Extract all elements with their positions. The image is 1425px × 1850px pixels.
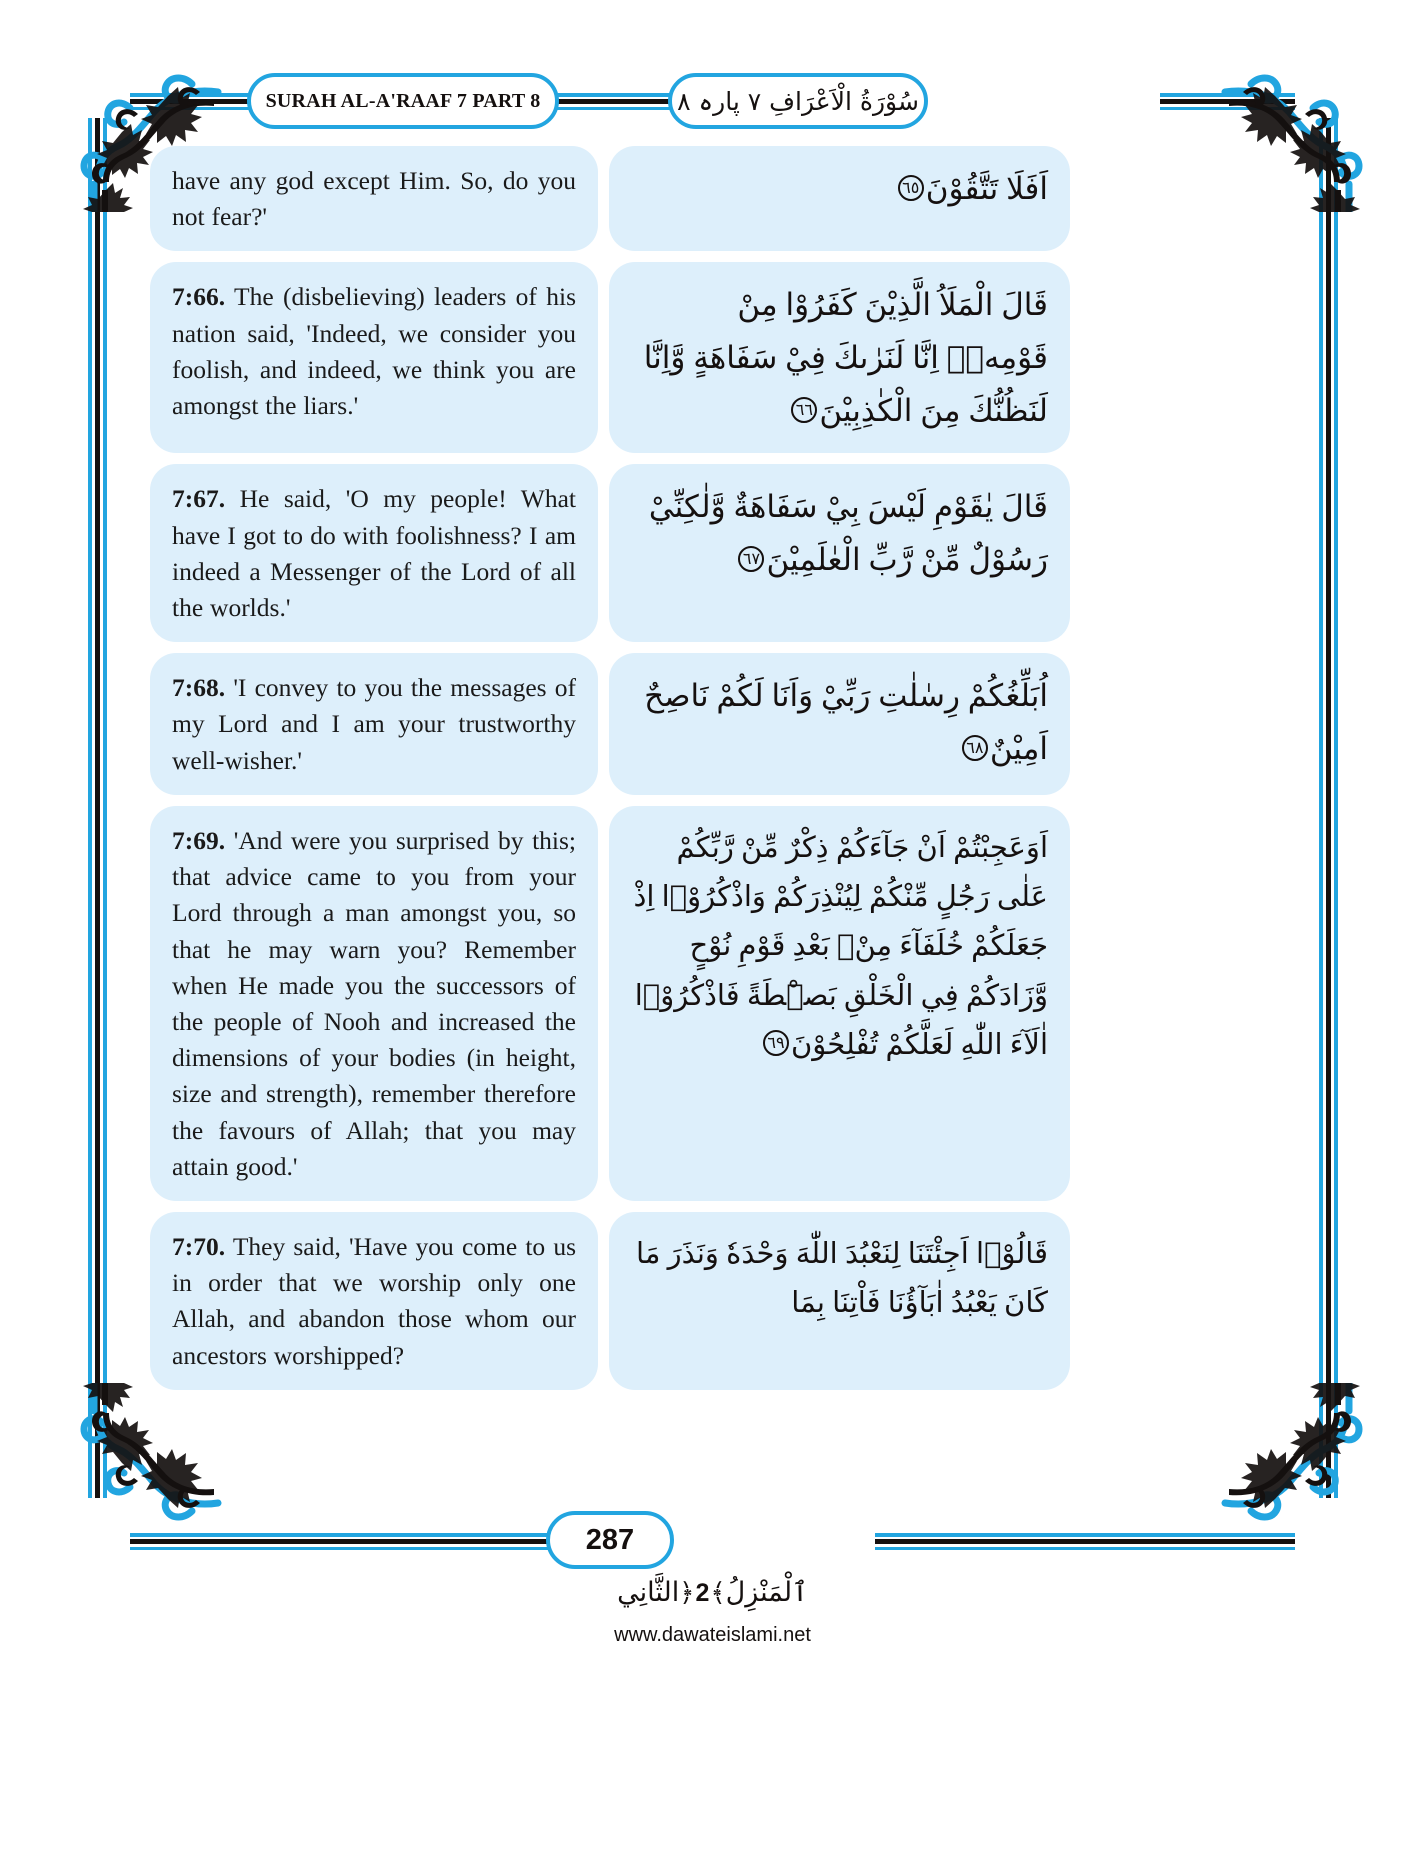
footer-rule-left: [130, 1533, 550, 1549]
verse-arabic-cell: [609, 146, 1070, 251]
verse-number-english: 7:69.: [172, 825, 226, 855]
manzil-label: [0, 1578, 1425, 1608]
verse-english-text: [172, 670, 576, 779]
verse-english-body: He said, 'O my people! What have I got to do with foolishness? I am indeed a Messenger of the Lord of all the worlds.': [172, 484, 576, 623]
page-number: 287: [585, 1523, 635, 1556]
corner-ornament-top-left: [72, 62, 222, 217]
verse-number-english: 7:70.: [172, 1231, 226, 1261]
verse-arabic-text: [631, 481, 1048, 586]
surah-title-english: SURAH AL-A'RAAF 7 PART 8: [265, 89, 541, 112]
verse-english-cell: [150, 1212, 598, 1390]
manzil-brace-close: ﴿: [679, 1578, 695, 1608]
verse-arabic-cell: [609, 806, 1070, 1201]
surah-title-box-arabic: [668, 73, 928, 129]
verse-english-cell: [150, 806, 598, 1201]
verse-list: [150, 146, 1270, 1401]
verse-english-body: The (disbelieving) leaders of his nation said, 'Indeed, we consider you foolish, and indeed, we think you are amongst the liars.': [172, 282, 577, 421]
ayah-marker: ٦٧: [738, 546, 764, 572]
surah-title-box-english: [247, 73, 559, 129]
header-rule-middle: [556, 93, 671, 109]
verse-english-text: [172, 1229, 576, 1374]
verse-arabic-cell: [609, 653, 1070, 795]
page-number-box: [546, 1511, 674, 1569]
verse-number-english: 7:67.: [172, 484, 226, 514]
corner-ornament-bottom-right: [1221, 1378, 1371, 1533]
ayah-marker: ٦٨: [962, 735, 988, 761]
verse-arabic-text: [631, 823, 1048, 1069]
verse-arabic-text: [631, 163, 1048, 216]
verse-english-cell: [150, 262, 598, 453]
verse-number-english: 7:66.: [172, 282, 226, 312]
verse-arabic-body: قَالُوْۤا اَجِئْتَنَا لِنَعْبُدَ اللّٰهَ وَحْدَهٗ وَنَذَرَ مَا كَانَ يَعْبُدُ اٰبَآؤُنَا فَاْتِنَا بِمَا: [636, 1235, 1048, 1320]
verse-english-body: They said, 'Have you come to us in order that we worship only one Allah, and abandon those whom our ancestors worshipped?: [172, 1231, 576, 1370]
verse-english-body: 'And were you surprised by this; that advice came to you from your Lord through a man amongst you, so that he may warn you? Remember when He made you the successors of the people of Nooh and increased the dimensions of your bodies (in height, size and strength), remember therefore the favours of Allah; that you may attain good.': [172, 825, 576, 1181]
surah-title-arabic: سُوْرَةُ الْاَعْرَافِ ٧ پارہ ٨: [677, 86, 919, 116]
verse-english-cell: [150, 464, 598, 642]
corner-ornament-top-right: [1221, 62, 1371, 217]
manzil-text-left: الثَّانِي: [617, 1577, 680, 1608]
manzil-text-right: ٱلْمَنْزِلُ: [725, 1577, 808, 1608]
manzil-number: 2: [695, 1579, 710, 1607]
manzil-brace-open: ﴾: [710, 1578, 726, 1608]
ayah-marker: ٦٥: [898, 175, 924, 201]
verse-english-text: [172, 481, 576, 626]
verse-row: [150, 146, 1270, 251]
verse-arabic-text: [631, 670, 1048, 775]
verse-row: [150, 262, 1270, 453]
verse-row: [150, 653, 1270, 795]
verse-number-english: 7:68.: [172, 673, 226, 703]
corner-ornament-bottom-left: [72, 1378, 222, 1533]
verse-row: [150, 1212, 1270, 1390]
verse-arabic-body: اُبَلِّغُكُمْ رِسٰلٰتِ رَبِّيْ وَاَنَا لَكُمْ نَاصِحٌ اَمِيْنٌ: [644, 678, 1048, 767]
verse-row: [150, 464, 1270, 642]
ayah-marker: ٦٦: [791, 397, 817, 423]
verse-english-cell: [150, 653, 598, 795]
ayah-marker: ٦٩: [763, 1030, 789, 1056]
verse-arabic-cell: [609, 1212, 1070, 1390]
verse-arabic-cell: [609, 464, 1070, 642]
verse-arabic-text: [631, 1229, 1048, 1328]
verse-row: [150, 806, 1270, 1201]
verse-english-text: [172, 279, 576, 424]
verse-english-text: have any god except Him. So, do you not fear?': [172, 166, 576, 232]
border-rule-right: [1319, 118, 1337, 1498]
verse-arabic-body: قَالَ يٰقَوْمِ لَيْسَ بِيْ سَفَاهَةٌ وَّلٰكِنِّيْ رَسُوْلٌ مِّنْ رَّبِّ الْعٰلَمِيْنَ: [648, 489, 1048, 579]
website-url: www.dawateislami.net: [614, 1624, 811, 1646]
verse-arabic-body: اَفَلَا تَتَّقُوْنَ: [925, 171, 1048, 207]
border-rule-left: [88, 118, 106, 1498]
footer-rule-right: [875, 1533, 1295, 1549]
verse-arabic-text: [631, 279, 1048, 437]
verse-english-body: 'I convey to you the messages of my Lord and I am your trustworthy well-wisher.': [172, 673, 577, 775]
verse-arabic-body: اَوَعَجِبْتُمْ اَنْ جَآءَكُمْ ذِكْرٌ مِّنْ رَّبِّكُمْ عَلٰى رَجُلٍ مِّنْكُمْ لِيُنْذِرَكُمْ وَاذْكُرُوْۤا اِذْ جَعَلَكُمْ خُلَفَآءَ مِنْۢ بَعْدِ قَوْمِ نُوْحٍ وَّزَادَكُمْ فِي الْخَلْقِ بَصْۜطَةً فَاذْكُرُوْۤا اٰلَآءَ اللّٰهِ لَعَلَّكُمْ تُفْلِحُوْنَ: [633, 829, 1048, 1062]
verse-arabic-body: قَالَ الْمَلَاُ الَّذِيْنَ كَفَرُوْا مِنْ قَوْمِهٖۤ اِنَّا لَنَرٰىكَ فِيْ سَفَاهَةٍ وَّاِنَّا لَنَظُنُّكَ مِنَ الْكٰذِبِيْنَ: [643, 287, 1048, 429]
verse-english-text: [172, 823, 576, 1185]
verse-arabic-cell: [609, 262, 1070, 453]
